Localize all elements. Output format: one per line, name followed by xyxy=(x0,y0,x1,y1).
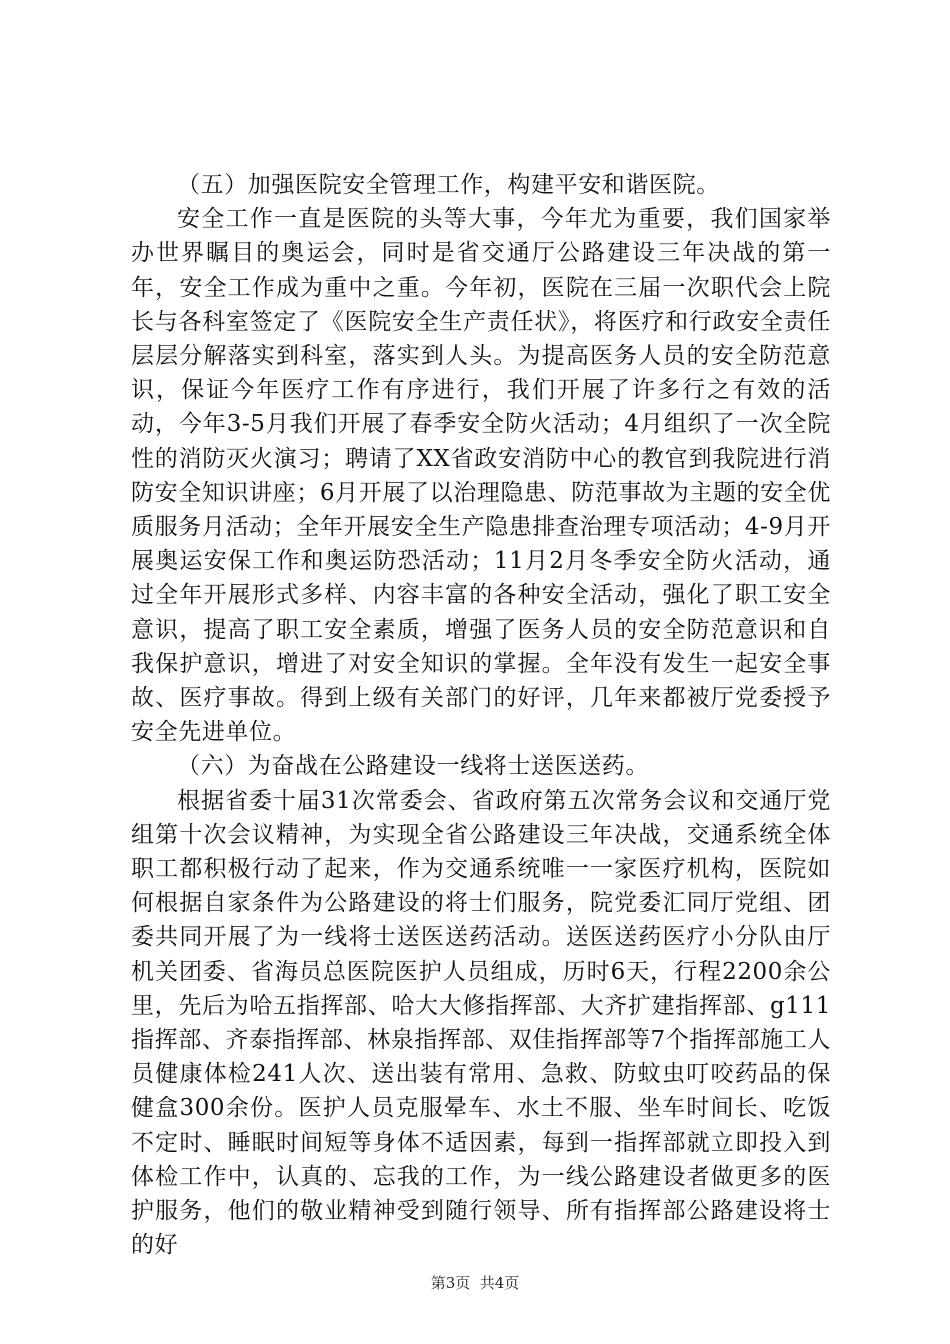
body-paragraph-medical-service: 根据省委十届31次常委会、省政府第五次常务会议和交通厅党组第十次会议精神，为实现全省公路建设三年决战，交通系统全体职工都积极行动了起来，作为交通系统唯一一家医疗机构，医院如何根据自家条件为公路建设的将士们服务，院党委汇同厅党组、团委共同开展了为一线将士送医送药活动。送医送药医疗小分队由厅机关团委、省海员总医院医护人员组成，历时6天，行程2200余公里，先后为哈五指挥部、哈大大修指挥部、大齐扩建指挥部、g111指挥部、齐泰指挥部、林泉指挥部、双佳指挥部等7个指挥部施工人员健康体检241人次、送出装有常用、急救、防蚊虫叮咬药品的保健盒300余份。医护人员克服晕车、水土不服、坐车时间长、吃饭不定时、睡眠时间短等身体不适因素，每到一指挥部就立即投入到体检工作中，认真的、忘我的工作，为一线公路建设者做更多的医护服务，他们的敬业精神受到随行领导、所有指挥部公路建设将士的好 xyxy=(131,787,831,1259)
page-footer: 第3页 共4页 xyxy=(430,1274,520,1292)
document-body xyxy=(131,168,831,1263)
body-paragraph-safety: 安全工作一直是医院的头等大事，今年尤为重要，我们国家举办世界瞩目的奥运会，同时是省交通厅公路建设三年决战的第一年，安全工作成为重中之重。今年初，医院在三届一次职代会上院长与各科室签定了《医院安全生产责任状》，将医疗和行政安全责任层层分解落实到科室，落实到人头。为提高医务人员的安全防范意识，保证今年医疗工作有序进行，我们开展了许多行之有效的活动，今年3-5月我们开展了春季安全防火活动；4月组织了一次全院性的消防灭火演习；聘请了XX省政安消防中心的教官到我院进行消防安全知识讲座；6月开展了以治理隐患、防范事故为主题的安全优质服务月活动；全年开展安全生产隐患排查治理专项活动；4-9月开展奥运安保工作和奥运防恐活动；11月2月冬季安全防火活动，通过全年开展形式多样、内容丰富的各种安全活动，强化了职工安全意识，提高了职工安全素质，增强了医务人员的安全防范意识和自我保护意识，增进了对安全知识的掌握。全年没有发生一起安全事故、医疗事故。得到上级有关部门的好评，几年来都被厅党委授予安全先进单位。 xyxy=(131,206,831,746)
section-heading-5: （五）加强医院安全管理工作，构建平安和谐医院。 xyxy=(177,172,720,198)
section-heading-6: （六）为奋战在公路建设一线将士送医送药。 xyxy=(177,753,649,780)
